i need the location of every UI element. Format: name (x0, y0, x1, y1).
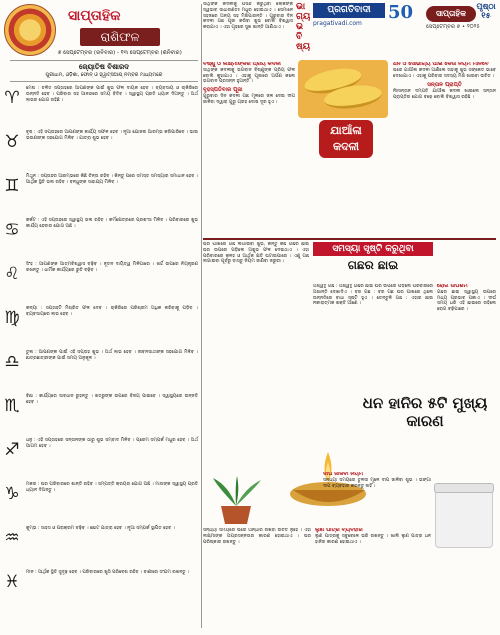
salt-article (315, 528, 431, 628)
vishnu-article (203, 62, 295, 156)
lamp-heading: ଦୀପ ଜାଳିବା ନିୟମ (323, 472, 364, 477)
rashi-text: କର୍କଟ : ଏହି ସପ୍ତାହରେ ସ୍ୱାସ୍ଥ୍ୟ ଭଲ ରହିବ । କର୍ମକ୍ଷେତ୍ରରେ ପ୍ରଶଂସା ମିଳିବ । ପରିବାରରେ ଶୁଭ କାର୍ଯ୍ୟ ହେବାର ଯୋଗ ଅଛି । (26, 218, 198, 229)
rashi-block (2, 130, 200, 174)
website: pragativadi.com (313, 20, 362, 27)
guru-text: ଗୁରୁବାର ଦିନ କଦଳୀ ଗଛ ମୂଳରେ ଜଳ ଦେଇ ଦୀପ ଜାଳିବା ଦ୍ୱାରା ଗୁରୁ ଗ୍ରହ ଦୋଷ ଦୂର ହୁଏ । (203, 93, 295, 105)
salt-text: ଲୁଣ ପାତ୍ରକୁ ସବୁବେଳେ ଭରି ରଖନ୍ତୁ । ଖାଲି ଲୁଣ ପାତ୍ର ଧନ ହାନିର କାରଣ ହୋଇଥାଏ । (315, 533, 431, 545)
anniversary-logo (388, 2, 422, 30)
rashi-block (2, 438, 200, 482)
pisces-icon: ♓ (4, 572, 20, 592)
rashi-text: ସିଂହ : ଆପଣଙ୍କ ଆତ୍ମବିଶ୍ୱାସ ବଢ଼ିବ । ନୂତନ ଦାୟିତ୍ୱ ମିଳିପାରେ । ଖର୍ଚ୍ଚ ଉପରେ ନିୟନ୍ତ୍ରଣ ରଖନ୍ତୁ । ଧାର୍ମିକ କାର୍ଯ୍ୟରେ ରୁଚି ବଢ଼ିବ । (26, 262, 198, 273)
vishnu-heading: ବିଷ୍ଣୁ ଓ ଲକ୍ଷ୍ମୀଙ୍କର ପ୍ରିୟ କଦଳୀ (203, 62, 281, 67)
rashi-block (2, 482, 200, 526)
issue-date: ସେପ୍ଟେମ୍ବର ୭ • ୨୦୨୫ (426, 24, 480, 30)
wealth-loss-headline: ଧନ ହାନିର ୫ଟି ମୁଖ୍ୟ କାରଣ (362, 394, 488, 430)
rashi-block (2, 570, 200, 614)
capricorn-icon: ♑ (4, 484, 20, 504)
twin-banana-label: ଯାଆଁଳା କଦଳୀ (319, 120, 373, 158)
wealth-text: ଘରେ ଯାଆଁଳା କଦଳୀ ଆଣିଲେ ତାହାକୁ ଶୁଭ ସଙ୍କେତ ଭାବେ ଦେଖାଯାଏ । ଏହାକୁ ପରିବାର ସଦସ୍ୟ ମିଶି ଖାଇବା ଉଚିତ । (393, 67, 496, 79)
virgo-icon: ♍ (4, 308, 20, 328)
horoscope-subtitle: ରାଶିଫଳ (80, 28, 160, 46)
rashi-text: ମେଷ : ଚଳିତ ସପ୍ତାହରେ ଆପଣଙ୍କ ପାଇଁ ଶୁଭ ଫଳ ଦାୟକ ହେବ । ବ୍ୟବସାୟ ଓ ଚାକିରିରେ ଉନ୍ନତି ହେବ । ପରିବାର ସହ ଆନନ୍ଦରେ ସମୟ ବିତିବ । ସ୍ୱାସ୍ଥ୍ୟ ପ୍ରତି ଧ୍ୟାନ ଦିଅନ୍ତୁ । ଅର୍ଥ ଲାଭର ଯୋଗ ରହିଛି । (26, 86, 198, 103)
aries-icon: ♈ (4, 88, 20, 108)
weekly-badge: ସାପ୍ତାହିକ (426, 6, 476, 22)
jar-lid (434, 483, 494, 493)
horoscope-column (2, 2, 200, 630)
rashi-text: କୁମ୍ଭ : ସାହସ ଓ ପରାକ୍ରମ ବଢ଼ିବ । ଛୋଟ ଯାତ୍ରା ହେବ । ନୂଆ ସମ୍ପର୍କ ସ୍ଥାପିତ ହେବ । (26, 526, 175, 531)
lamp-article (323, 472, 431, 522)
santan-text: ନିଃସନ୍ତାନ ଦମ୍ପତି ଯାଆଁଳା କଦଳୀ ଖାଇଲେ ସନ୍ତାନ ପ୍ରାପ୍ତିର ଯୋଗ ବଢ଼େ ବୋଲି ବିଶ୍ୱାସ ରହିଛି । (393, 89, 496, 100)
leo-icon: ♌ (4, 264, 20, 284)
newspaper-name: ପ୍ରଗତିବାଦୀ (313, 3, 385, 18)
cancer-icon: ♋ (4, 220, 20, 240)
rashi-block (2, 394, 200, 438)
rashi-text: ଧନୁ : ଏହି ସପ୍ତାହରେ ସନ୍ତାନଙ୍କ ଠାରୁ ଶୁଭ ସମ୍ବାଦ ମିଳିବ । ପ୍ରେମ ସମ୍ପର୍କ ମଧୁର ହେବ । ଅର୍ଥ ଆଗମ ହେବ । (26, 438, 198, 449)
rashi-text: କନ୍ୟା : ସପ୍ତାହଟି ମିଶ୍ରିତ ଫଳ ଦେବ । ଚାକିରିରେ ପରିଶ୍ରମ ଅଧିକ କରିବାକୁ ପଡ଼ିବ । ବ୍ୟବସାୟରେ ଲାଭ ହେବ । (26, 306, 198, 317)
shade-headline-line1: ସମସ୍ୟା ସୃଷ୍ଟି କରୁଥିବା (313, 242, 433, 256)
aquarius-icon: ♒ (4, 528, 20, 548)
shade-headline (313, 242, 433, 273)
page-number: ପୃଷ୍ଠା ୧୫ (476, 2, 496, 20)
rashi-block (2, 306, 200, 350)
anniversary-number: 50 (388, 2, 414, 23)
rashi-block (2, 262, 200, 306)
shade-headline-line2: ଗଛର ଛାଇ (347, 258, 399, 272)
potted-plant-illustration (207, 476, 265, 524)
guru-heading: ବୃହସ୍ପତିବାର ପୂଜା (203, 87, 243, 94)
banana-photo (298, 60, 388, 118)
rashi-text: ବିଛା : କାର୍ଯ୍ୟରେ ସାବଧାନ ରୁହନ୍ତୁ । ଶତ୍ରୁଙ୍କ ଉପରେ ବିଜୟ ପାଇବେ । ସ୍ୱାସ୍ଥ୍ୟରେ ଉନ୍ନତି ହେବ । (26, 394, 198, 405)
rashi-block (2, 218, 200, 262)
rashi-text: ମୀନ : ଆର୍ଥିକ ସ୍ଥିତି ସୁଦୃଢ଼ ହେବ । ପରିବାରରେ ଖୁସି ପରିବେଶ ରହିବ । ବାଣୀରେ ସଂଯମ ରଖନ୍ତୁ । (26, 570, 190, 575)
column-rule (201, 4, 202, 628)
salt-jar-illustration (435, 488, 493, 548)
evening-article: ସନ୍ଧ୍ୟା ସମୟରେ ଘରେ ଅନ୍ଧାର ରଖିବା ଉଚିତ ନୁହେଁ । ଏହା ଲକ୍ଷ୍ମୀଙ୍କ ଅପ୍ରସନ୍ନତାର କାରଣ ହୋଇଥାଏ । ଘର ପରିଷ୍କାର ରଖନ୍ତୁ । (203, 528, 311, 545)
gemini-icon: ♊ (4, 176, 20, 196)
lamp-text: ସନ୍ଧ୍ୟା ସମୟରେ ତୁଳସୀ ମୂଳେ ଦୀପ ଜାଳିବା ଶୁଭ । ଭଙ୍ଗା ଦୀପ ବ୍ୟବହାର କରନ୍ତୁ ନାହିଁ । (323, 477, 431, 489)
scorpio-icon: ♏ (4, 396, 20, 416)
section-divider (203, 238, 496, 240)
rashi-text: ମକର : ଘର ପରିବାରରେ ଶାନ୍ତି ରହିବ । ସମ୍ପତ୍ତି କ୍ରୟର ଯୋଗ ଅଛି । ମାତାଙ୍କ ସ୍ୱାସ୍ଥ୍ୟ ପ୍ରତି ଧ୍ୟାନ ଦିଅନ୍ତୁ । (26, 482, 198, 493)
taurus-icon: ♉ (4, 132, 20, 152)
rashi-text: ବୃଷ : ଏହି ସପ୍ତାହରେ ଆପଣଙ୍କ କାର୍ଯ୍ୟ ସଫଳ ହେବ । ନୂଆ ଯୋଜନା ଆରମ୍ଭ କରିପାରିବେ । ଭାଇ ଭଉଣୀଙ୍କ ସହଯୋଗ ମିଳିବ । ଯାତ୍ରା ଶୁଭ ହେବ । (26, 130, 198, 141)
rashi-text: ତୁଳା : ଆପଣଙ୍କ ପାଇଁ ଏହି ସପ୍ତାହ ଶୁଭ । ଅର୍ଥ ଲାଭ ହେବ । ଜୀବନସାଥୀଙ୍କ ସହଯୋଗ ମିଳିବ । ଛାତ୍ରଛାତ୍ରୀଙ୍କ ପାଇଁ ସମୟ ଅନୁକୂଳ । (26, 350, 198, 361)
wealth-article (393, 62, 496, 156)
zodiac-wheel-icon (4, 4, 56, 56)
rashi-text: ମିଥୁନ : ସପ୍ତାହର ଆରମ୍ଭରେ କିଛି ଚିନ୍ତା ରହିବ । କିନ୍ତୁ ପରେ ସମସ୍ତ ସମସ୍ୟାର ସମାଧାନ ହେବ । ଆର୍ଥିକ ସ୍ଥିତି ଭଲ ରହିବ । ବନ୍ଧୁଙ୍କ ସାହାଯ୍ୟ ମିଳିବ । (26, 174, 198, 185)
vishnu-text: ସାଥିଙ୍କ କଦଳୀକୁ ଭଗବାନ ବିଷ୍ଣୁଙ୍କ ପ୍ରିୟ ଫଳ ବୋଲି କୁହାଯାଏ । ଏହାକୁ ପୂଜାରେ ଅର୍ପଣ କଲେ ଭଗବାନ ପ୍ରସନ୍ନ ହୁଅନ୍ତି । (203, 67, 295, 85)
sagittarius-icon: ♐ (4, 440, 20, 460)
horoscope-title: ସାପ୍ତାହିକ (68, 8, 121, 24)
masthead (296, 2, 496, 52)
astrologer-place: ପୁରୀଧାମ, ଓଡ଼ିଶା, ଫୋନ୍ ଓ ହ୍ୱାଟ୍ସଆପ୍ ନମ୍ବର ମାଧ୍ୟମରେ (45, 72, 163, 78)
rashi-block (2, 526, 200, 570)
santan-heading: ସନ୍ତାନ ପ୍ରାପ୍ତି (427, 82, 462, 89)
libra-icon: ♎ (4, 352, 20, 372)
rashi-block (2, 86, 200, 130)
section-name: ଭା ଗ୍ୟ ଭ ବି ଷ୍ୟ (296, 2, 311, 52)
shade-article-left: ଘର ପାଖରେ ଗଛ ଲଗାଇବା ଶୁଭ, କିନ୍ତୁ କିଛି ଗଛର ଛାଇ ଘର ଉପରେ ପଡ଼ିଲେ ଅଶୁଭ ଫଳ ଦେଇଥାଏ । ଏହା ପରିବାରରେ କଳହ ଓ ଆର୍ଥିକ କ୍ଷତି ଘଟାଇପାରେ । ଏଣୁ ଗଛ ଲଗାଇବା ପୂର୍ବରୁ ବାସ୍ତୁ ନିୟମ ଜାଣିବା ଜରୁରୀ । (203, 242, 309, 265)
rashi-block (2, 350, 200, 394)
rashi-block (2, 174, 200, 218)
wealth-heading: ଧନ ଓ ସୌଭାଗ୍ୟ ପାଇଁ କେଉଁ ନିୟମ ମାନିବେ (393, 62, 489, 67)
salt-heading: ଲୁଣ ପାତ୍ର ବ୍ୟବହାର (315, 528, 363, 533)
disease-heading: ରୋଗ ଉପଶମ (437, 284, 468, 289)
intro-article: ସାଥିଙ୍କ କଦଳୀକୁ ପସନ୍ଦ କରୁଥିବା ଲୋକଙ୍କ ସ୍ୱଭାବ ସାଧାରଣତଃ ମଧୁର ହୋଇଥାଏ । ସେମାନେ ସହଜରେ ଅନ୍ୟ ସହ ମିଶିପାରନ୍ତି । ଗୁରୁବାର ଦିନ କଦଳୀ ଗଛ ପୂଜା କରିବା ଶୁଭ ବୋଲି ବିଶ୍ୱାସ କରାଯାଏ । ଏହା ଗୃହରେ ସୁଖ ଶାନ୍ତି ଆଣିଥାଏ । (203, 2, 293, 31)
disease-article (437, 284, 496, 392)
feature-section (203, 2, 498, 630)
astrologer-box (10, 60, 198, 82)
astrologer-name: ଜ୍ୟୋତିଷ ବିଶାରଦ (78, 63, 129, 71)
disease-text: ଗଛର ଛାଇ ସ୍ୱାସ୍ଥ୍ୟ ଉପରେ ମଧ୍ୟ ପ୍ରଭାବ ପକାଏ । ଦୀର୍ଘ ସମୟ ଧରି ଏହି ଛାଇରେ ରହିଲେ ରୋଗ ବଢ଼ିପାରେ । (437, 289, 496, 313)
shade-article-right: ଅଶ୍ୱତ୍ଥ ଗଛ : ଅଶ୍ୱତ୍ଥ ଗଛର ଛାଇ ଘର ଉପରେ ପଡ଼ିଲେ ପରିବାରରେ ଅଶାନ୍ତି ଦେଖାଦିଏ । ବର ଗଛ : ବର ଗଛ ଘର ପାଖରେ ଥିଲେ ଉନ୍ନତିରେ ବାଧା ସୃଷ୍ଟି ହୁଏ । ତେନ୍ତୁଳି ଗଛ : ଏହାର ଛାଇ ନକାରାତ୍ମକ ଶକ୍ତି ଆଣେ । (313, 284, 433, 307)
horoscope-date-range: ୭ ସେପ୍ଟେମ୍ବର (ରବିବାର) - ୧୩ ସେପ୍ଟେମ୍ବର (ଶନିବାର) (58, 50, 182, 56)
